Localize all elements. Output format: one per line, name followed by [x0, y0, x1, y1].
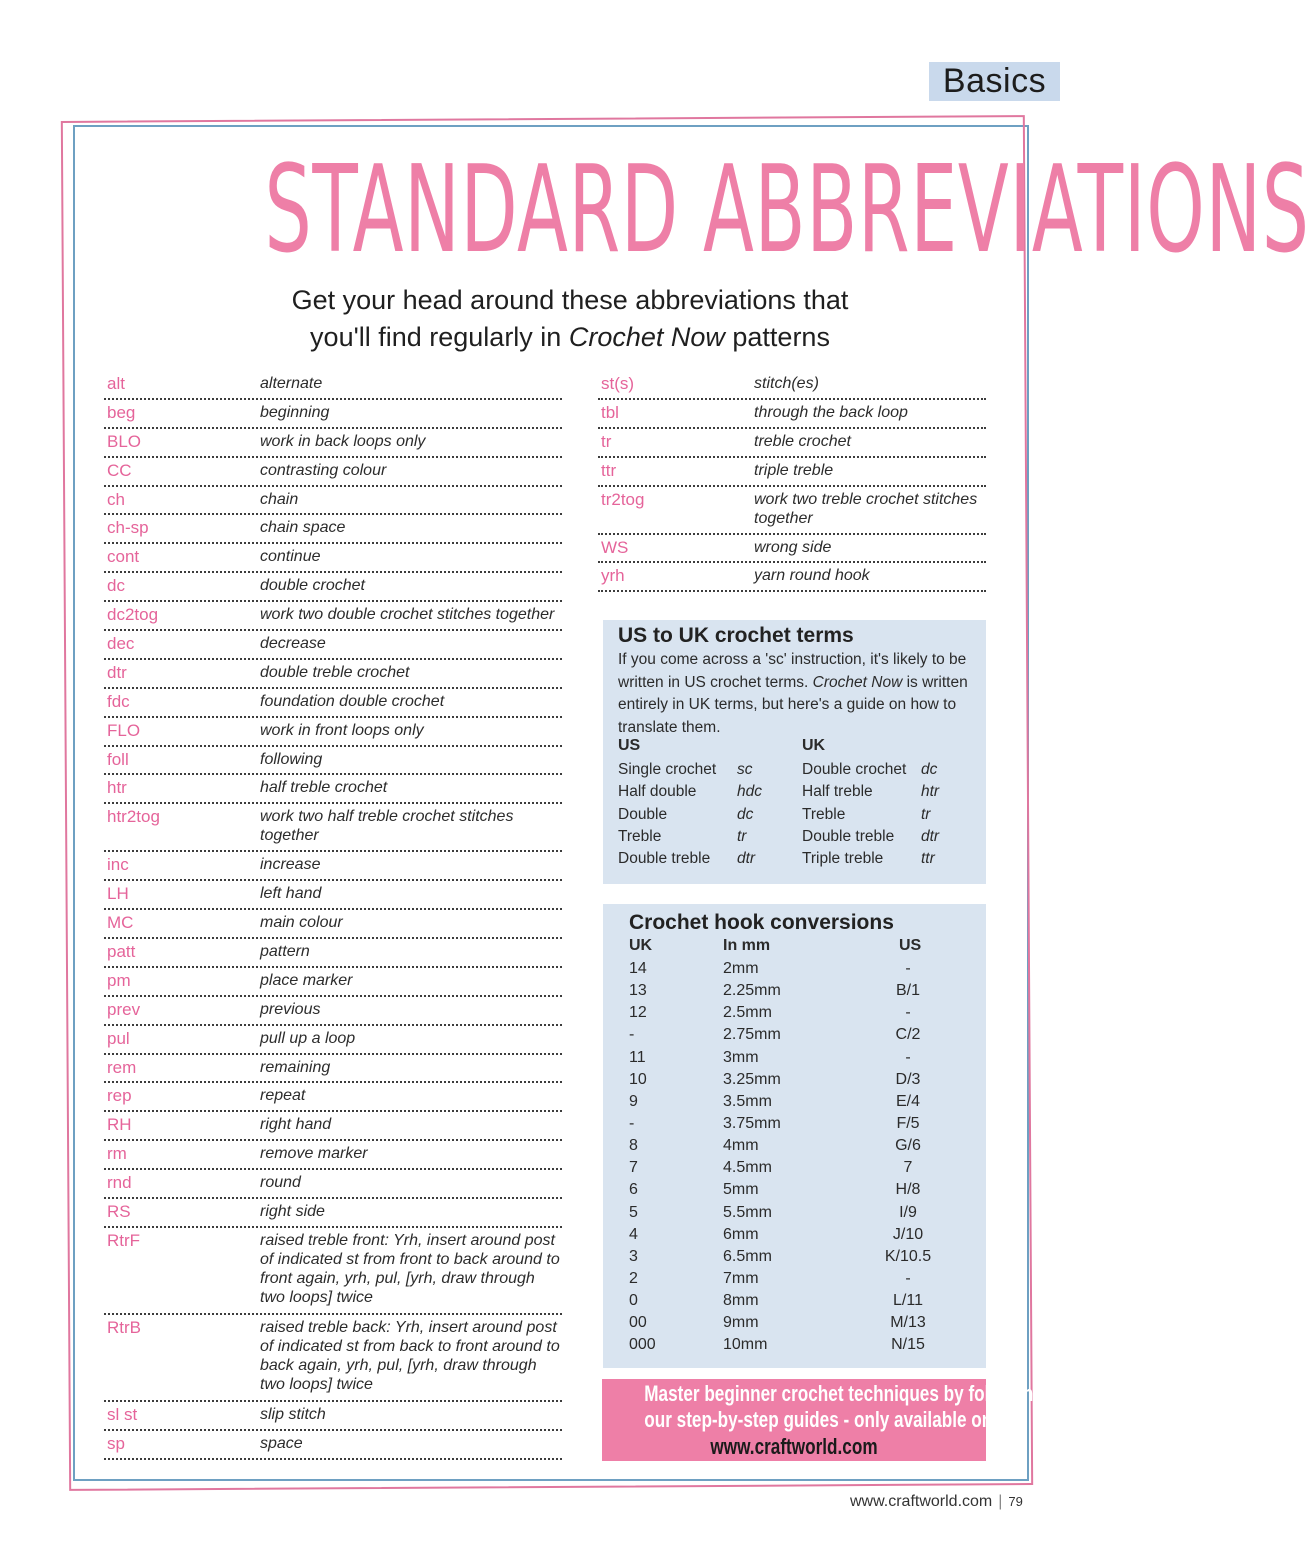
hook-uk: 14: [629, 960, 647, 977]
abbreviation-row: [104, 1402, 562, 1431]
hook-us: D/3: [895, 1070, 921, 1088]
abbreviation-code: htr: [107, 778, 127, 798]
abbreviation-row: [104, 718, 562, 747]
abbreviation-code: sl st: [107, 1404, 138, 1424]
us-uk-term-row: [603, 826, 986, 848]
abbreviation-code: tr2tog: [601, 489, 645, 509]
hook-uk: 6: [629, 1181, 638, 1199]
abbreviation-row: [104, 573, 562, 602]
hook-uk: 8: [629, 1137, 638, 1155]
us-uk-term-row: [603, 781, 986, 803]
hook-conversion-row: [603, 1047, 986, 1069]
abbreviation-meaning: right hand: [260, 1116, 332, 1134]
term-uk: Double crochet: [802, 761, 907, 778]
abbreviation-row: [104, 631, 562, 660]
us-uk-title: US to UK crochet terms: [618, 624, 854, 647]
us-uk-intro-magazine: Crochet Now: [812, 673, 903, 691]
abbreviation-meaning: half treble crochet: [260, 779, 388, 797]
abbreviation-code: prev: [107, 999, 141, 1019]
abbreviation-row: [104, 544, 562, 573]
hook-us: -: [905, 1048, 911, 1066]
term-us-ab: tr: [737, 827, 747, 845]
abbreviation-row: [104, 1228, 562, 1315]
section-tag: Basics: [929, 62, 1060, 101]
abbreviation-code: ch: [107, 489, 125, 509]
term-uk-ab: tr: [921, 805, 931, 823]
abbreviation-row: [104, 429, 562, 458]
us-column-header: US: [618, 737, 641, 754]
abbreviation-meaning: chain: [260, 490, 299, 508]
hook-uk: -: [629, 1026, 635, 1044]
abbreviation-code: RS: [107, 1202, 131, 1222]
hook-us: J/10: [892, 1225, 924, 1243]
hook-conversion-row: [603, 1069, 986, 1091]
hook-mm: 7mm: [723, 1269, 759, 1287]
abbreviation-meaning: following: [260, 750, 323, 768]
hook-conversions-panel: [603, 904, 986, 1368]
abbreviation-code: foll: [107, 749, 129, 769]
abbreviation-meaning: raised treble back: Yrh, insert around post of indicated st from back to front around to back again, yrh, pul, [yrh, draw through two loops] twice: [260, 1318, 560, 1393]
abbreviation-meaning: raised treble front: Yrh, insert around post of indicated st from front to back around to front again, yrh, pul, [yrh, draw through two loops] twice: [260, 1231, 560, 1306]
hook-us: H/8: [895, 1181, 921, 1199]
term-uk-ab: ttr: [921, 850, 935, 868]
abbreviation-code: cont: [107, 547, 140, 567]
abbreviation-code: FLO: [107, 720, 141, 740]
abbreviation-row: [598, 563, 986, 592]
abbreviation-meaning: round: [260, 1174, 301, 1192]
hook-us: F/5: [896, 1114, 920, 1132]
abbreviation-meaning: beginning: [260, 403, 330, 421]
abbreviation-meaning: triple treble: [754, 461, 834, 479]
term-us-ab: hdc: [737, 783, 762, 801]
abbreviation-row: [104, 997, 562, 1026]
hook-mm: 3.25mm: [723, 1070, 781, 1088]
abbreviation-row: [104, 1026, 562, 1055]
abbreviation-code: st(s): [601, 374, 635, 393]
hook-uk-header: UK: [629, 937, 653, 954]
hook-mm: 2mm: [723, 960, 759, 977]
hook-us: -: [905, 960, 911, 977]
hook-uk: 00: [629, 1314, 647, 1332]
hook-mm: 5.5mm: [723, 1203, 772, 1221]
hook-conversion-row: [603, 1179, 986, 1201]
abbreviation-meaning: decrease: [260, 635, 326, 653]
hook-uk: 7: [629, 1159, 638, 1177]
abbreviation-meaning: previous: [260, 1000, 321, 1018]
hook-uk: 11: [629, 1048, 646, 1066]
subtitle-line-1: Get your head around these abbreviations that: [291, 285, 849, 315]
promo-banner[interactable]: [602, 1379, 1044, 1461]
abbreviation-row: [104, 1170, 562, 1199]
abbreviation-meaning: continue: [260, 548, 321, 566]
abbreviation-row: [598, 429, 986, 458]
abbreviation-meaning: alternate: [260, 375, 323, 392]
term-uk: Triple treble: [802, 850, 884, 868]
page-title: STANDARD ABBREVIATIONS: [264, 141, 1310, 280]
us-uk-term-rows: [603, 759, 986, 870]
hook-mm: 4mm: [723, 1137, 759, 1155]
abbreviation-row: [104, 458, 562, 487]
abbreviation-code: dc: [107, 576, 125, 596]
hook-conversion-row: [603, 1202, 986, 1224]
abbreviation-meaning: through the back loop: [754, 403, 908, 421]
abbreviation-code: RtrF: [107, 1230, 141, 1250]
abbreviation-meaning: work two treble crochet stitches together: [754, 490, 978, 527]
abbreviation-code: BLO: [107, 431, 142, 451]
promo-line-2: our step-by-step guides - only available on: [644, 1407, 993, 1432]
hook-conversion-row: [603, 1334, 986, 1356]
abbreviation-code: tbl: [601, 402, 619, 422]
hook-us: -: [905, 1269, 911, 1287]
hook-uk: 3: [629, 1247, 638, 1265]
hook-conversion-row: [603, 1268, 986, 1290]
abbreviation-row: [104, 1112, 562, 1141]
hook-us: E/4: [895, 1092, 920, 1110]
us-uk-terms-panel: [603, 620, 986, 884]
abbreviation-meaning: pull up a loop: [260, 1029, 356, 1047]
abbreviation-row: [104, 487, 562, 516]
abbreviation-meaning: main colour: [260, 914, 343, 932]
hook-conversion-row: [603, 1224, 986, 1246]
promo-line-1: Master beginner crochet techniques by following: [644, 1381, 1044, 1406]
term-us: Single crochet: [618, 761, 717, 778]
abbreviation-row: [104, 910, 562, 939]
abbreviation-row: [598, 458, 986, 487]
hook-mm: 10mm: [723, 1336, 768, 1354]
page-number: 79: [1008, 1494, 1023, 1509]
abbreviation-row: [104, 1055, 562, 1084]
abbreviation-code: beg: [107, 402, 136, 422]
abbreviation-row: [598, 487, 986, 535]
abbreviation-meaning: contrasting colour: [260, 461, 387, 479]
us-uk-term-row: [603, 804, 986, 826]
page-subtitle: [170, 282, 970, 356]
hook-uk: 000: [629, 1336, 656, 1354]
term-us: Double: [618, 805, 668, 823]
abbreviation-code: LH: [107, 884, 129, 904]
us-uk-intro: [618, 649, 980, 739]
hook-conversion-row: [603, 980, 986, 1002]
abbreviation-meaning: remove marker: [260, 1145, 368, 1163]
term-uk-ab: dtr: [921, 827, 940, 845]
subtitle-line-2-post: patterns: [724, 322, 830, 352]
abbreviation-meaning: work in front loops only: [260, 721, 424, 739]
term-uk: Half treble: [802, 783, 873, 801]
hook-mm: 2.25mm: [723, 982, 781, 1000]
term-us: Double treble: [618, 850, 711, 868]
abbreviation-meaning: stitch(es): [754, 375, 819, 392]
hook-conversion-row: [603, 1002, 986, 1024]
hook-us: L/11: [893, 1292, 923, 1310]
hook-us: N/15: [891, 1336, 925, 1354]
hook-conversion-row: [603, 1246, 986, 1268]
hook-conversions-title: Crochet hook conversions: [629, 911, 894, 934]
abbreviation-meaning: pattern: [260, 943, 310, 961]
hook-uk: 13: [629, 982, 647, 1000]
hook-us: M/13: [890, 1314, 926, 1332]
promo-url-link[interactable]: www.craftworld.com: [710, 1434, 878, 1459]
hook-us: K/10.5: [884, 1247, 932, 1265]
abbreviation-row: [598, 535, 986, 564]
hook-us: 7: [903, 1159, 913, 1177]
subtitle-line-2-pre: you'll find regularly in: [310, 322, 569, 352]
abbreviation-meaning: wrong side: [754, 538, 832, 556]
hook-mm: 8mm: [723, 1292, 759, 1310]
hook-conversion-row: [603, 1091, 986, 1113]
abbreviation-meaning: double crochet: [260, 577, 365, 595]
abbreviation-meaning: chain space: [260, 519, 346, 537]
hook-uk: 5: [629, 1203, 638, 1221]
hook-mm: 2.75mm: [723, 1026, 781, 1044]
abbreviation-code: RH: [107, 1115, 132, 1135]
abbreviation-row: [104, 939, 562, 968]
abbreviation-meaning: foundation double crochet: [260, 692, 445, 710]
abbreviation-code: WS: [601, 537, 629, 557]
footer-separator: |: [998, 1493, 1003, 1510]
page-footer: [850, 1493, 1060, 1511]
abbreviation-meaning: work two half treble crochet stitches together: [260, 808, 514, 845]
abbreviation-meaning: work in back loops only: [260, 432, 426, 450]
term-us-ab: sc: [737, 761, 753, 778]
abbreviation-row: [104, 371, 562, 400]
abbreviation-list-left: [104, 371, 562, 1460]
term-uk: Treble: [802, 805, 846, 823]
hook-conversion-row: [603, 1290, 986, 1312]
abbreviation-row: [104, 689, 562, 718]
hook-uk: 2: [629, 1269, 638, 1287]
abbreviation-meaning: left hand: [260, 885, 322, 903]
abbreviation-list-right: [598, 371, 986, 592]
hook-us: B/1: [895, 982, 920, 1000]
abbreviation-code: dtr: [107, 662, 127, 682]
hook-us-header: US: [899, 937, 922, 954]
abbreviation-code: dc2tog: [107, 605, 159, 625]
abbreviation-meaning: treble crochet: [754, 432, 851, 450]
abbreviation-row: [104, 602, 562, 631]
abbreviation-row: [104, 881, 562, 910]
hook-mm: 6.5mm: [723, 1247, 772, 1265]
hook-mm: 3.5mm: [723, 1092, 772, 1110]
abbreviation-meaning: space: [260, 1434, 303, 1452]
term-us: Treble: [618, 827, 662, 845]
abbreviation-code: RtrB: [107, 1317, 141, 1337]
abbreviation-row: [104, 1199, 562, 1228]
abbreviation-row: [104, 660, 562, 689]
abbreviation-code: rem: [107, 1057, 137, 1077]
abbreviation-row: [104, 1315, 562, 1402]
abbreviation-row: [104, 852, 562, 881]
abbreviation-row: [104, 747, 562, 776]
hook-uk: 0: [629, 1292, 638, 1310]
abbreviation-meaning: right side: [260, 1203, 325, 1221]
abbreviation-code: CC: [107, 460, 132, 480]
term-us: Half double: [618, 783, 697, 801]
hook-mm: 4.5mm: [723, 1159, 772, 1177]
abbreviation-row: [104, 1431, 562, 1460]
abbreviation-code: ch-sp: [107, 518, 149, 538]
hook-uk: 12: [629, 1004, 647, 1022]
abbreviation-row: [104, 804, 562, 852]
hook-us: -: [905, 1004, 911, 1022]
abbreviation-code: patt: [107, 942, 136, 962]
abbreviation-row: [104, 968, 562, 997]
abbreviation-meaning: remaining: [260, 1058, 331, 1076]
hook-uk: 4: [629, 1225, 638, 1243]
hook-conversion-row: [603, 1135, 986, 1157]
hook-mm: 6mm: [723, 1225, 759, 1243]
abbreviation-code: pm: [107, 970, 131, 990]
abbreviation-code: yrh: [601, 566, 625, 586]
term-us-ab: dtr: [737, 850, 756, 868]
hook-conversion-row: [603, 1113, 986, 1135]
abbreviation-meaning: slip stitch: [260, 1405, 326, 1423]
hook-uk: 9: [629, 1092, 638, 1110]
abbreviation-meaning: yarn round hook: [754, 567, 870, 585]
hook-mm: 5mm: [723, 1181, 759, 1199]
abbreviation-code: sp: [107, 1433, 125, 1453]
hook-us: I/9: [899, 1203, 917, 1221]
abbreviation-code: fdc: [107, 691, 130, 711]
abbreviation-row: [104, 775, 562, 804]
abbreviation-code: alt: [107, 374, 125, 393]
term-us-ab: dc: [737, 805, 754, 823]
hook-mm: 9mm: [723, 1314, 759, 1332]
abbreviation-meaning: work two double crochet stitches together: [260, 606, 555, 624]
us-uk-intro-2: is written entirely in UK terms, but here's a guide on how to translate them.: [618, 673, 968, 736]
hook-mm: 3.75mm: [723, 1114, 781, 1132]
hook-uk: -: [629, 1114, 635, 1132]
abbreviation-code: MC: [107, 913, 134, 933]
abbreviation-code: rnd: [107, 1173, 132, 1193]
abbreviation-meaning: increase: [260, 856, 321, 874]
subtitle-line-2: [170, 319, 970, 356]
abbreviation-row: [104, 1141, 562, 1170]
magazine-name: Crochet Now: [568, 322, 725, 352]
hook-mm: 2.5mm: [723, 1004, 772, 1022]
abbreviation-meaning: double treble crochet: [260, 663, 410, 681]
abbreviation-row: [104, 1083, 562, 1112]
abbreviation-row: [598, 371, 986, 400]
abbreviation-code: ttr: [601, 460, 617, 480]
uk-column-header: UK: [802, 737, 826, 754]
promo-text: [644, 1381, 1044, 1433]
hook-conversion-row: [603, 1024, 986, 1046]
abbreviation-row: [104, 515, 562, 544]
abbreviation-code: tr: [601, 431, 612, 451]
abbreviation-code: rm: [107, 1144, 127, 1164]
term-uk-ab: htr: [921, 783, 940, 801]
hook-conversion-row: [603, 958, 986, 980]
term-uk-ab: dc: [921, 761, 938, 778]
abbreviation-code: pul: [107, 1028, 130, 1048]
abbreviation-meaning: repeat: [260, 1087, 306, 1105]
term-uk: Double treble: [802, 827, 895, 845]
us-uk-intro-1: If you come across a 'sc' instruction, it's likely to be written in US crochet terms.: [618, 651, 967, 691]
abbreviation-code: rep: [107, 1086, 132, 1106]
hook-conversion-row: [603, 1312, 986, 1334]
hook-mm-header: In mm: [723, 937, 771, 954]
hook-us: G/6: [895, 1137, 921, 1155]
abbreviation-row: [104, 400, 562, 429]
abbreviation-code: htr2tog: [107, 807, 160, 827]
hook-uk: 10: [629, 1070, 647, 1088]
hook-mm: 3mm: [723, 1048, 759, 1066]
hook-us: C/2: [895, 1026, 921, 1044]
abbreviation-code: inc: [107, 855, 129, 875]
us-uk-term-row: [603, 759, 986, 781]
abbreviation-code: dec: [107, 634, 135, 654]
footer-site: www.craftworld.com: [850, 1493, 993, 1510]
hook-conversion-row: [603, 1157, 986, 1179]
us-uk-term-row: [603, 848, 986, 870]
abbreviation-row: [598, 400, 986, 429]
hook-conversion-rows: [603, 958, 986, 1357]
abbreviation-meaning: place marker: [260, 971, 353, 989]
